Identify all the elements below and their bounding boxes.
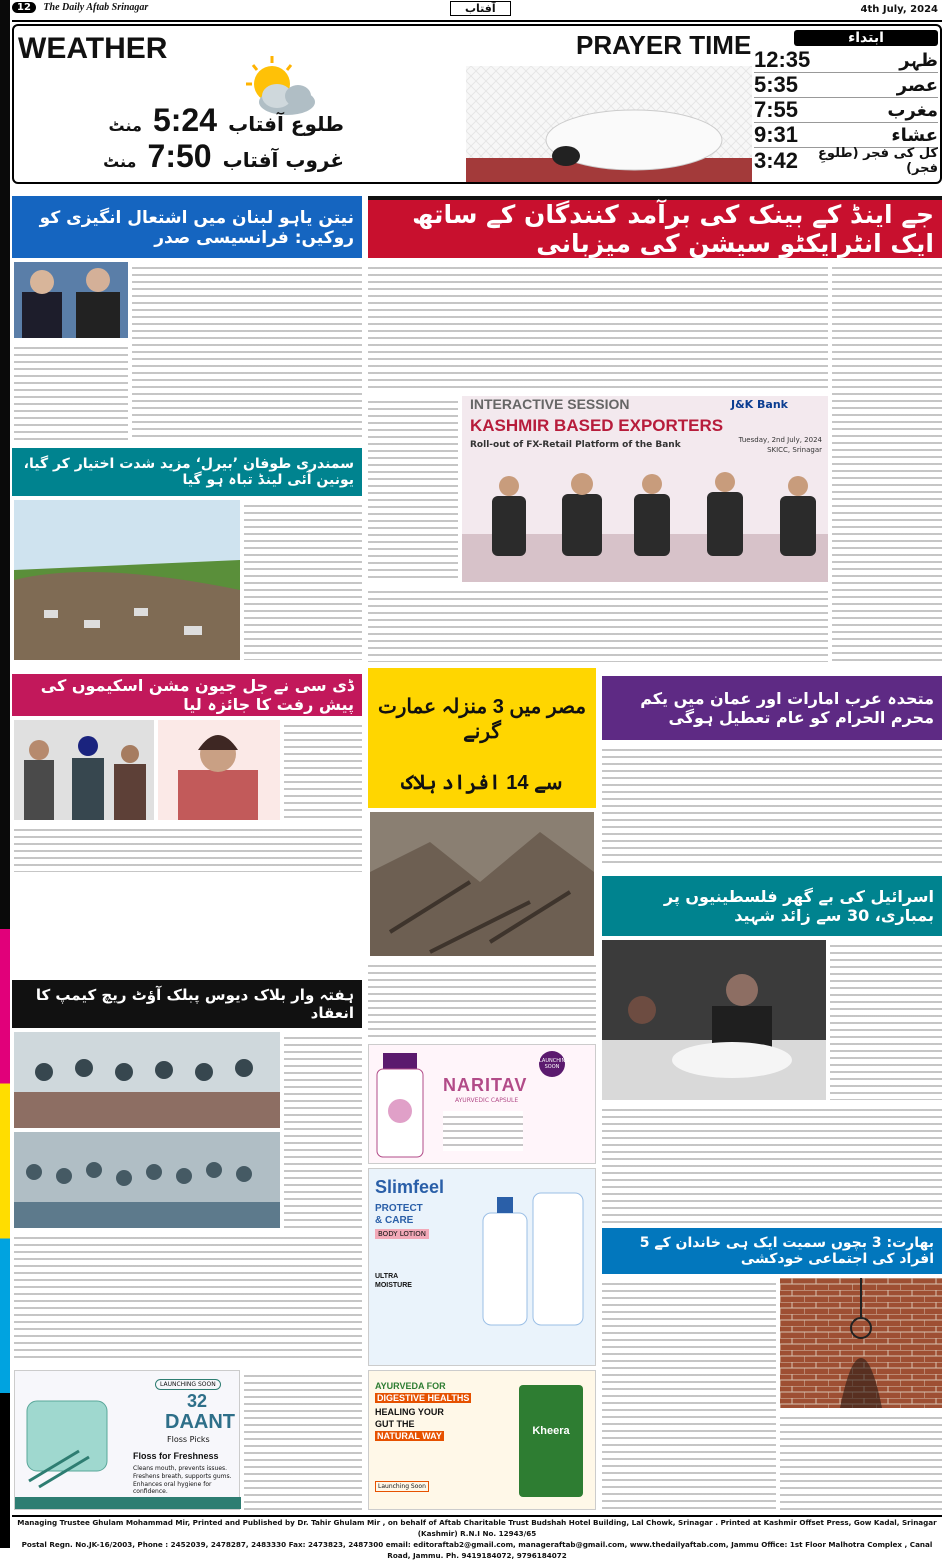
headline-israel — [602, 876, 942, 936]
headline-india-suicide — [602, 1228, 942, 1274]
prayer-name: عشاء — [891, 124, 938, 146]
slimfeel-line3: BODY LOTION — [375, 1229, 429, 1239]
prayer-row — [754, 145, 938, 176]
dc-jjm-photo-2 — [158, 720, 280, 820]
daant-count: 32 — [187, 1391, 208, 1411]
jk-bank-body-bottom — [368, 586, 828, 662]
masthead — [12, 2, 942, 22]
headline-dc-jjm — [12, 674, 362, 716]
photo-banner-venue: SKICC, Srinagar — [767, 446, 822, 454]
jk-bank-headline: جے اینڈ کے بینک کی برآمد کنندگان کے ساتھ ایک انٹرایکٹو سیشن کی میزبانی — [412, 200, 934, 258]
india-suicide-photo — [780, 1278, 942, 1408]
weekly-camp-body — [284, 1032, 362, 1228]
daant-point-1: Cleans mouth, prevents issues. — [133, 1465, 228, 1472]
weekly-camp-headline: ہفتہ وار بلاک دیوس پبلک آؤٹ ریچ کیمپ کا انعقاد — [35, 986, 354, 1022]
jk-bank-logo: J&K Bank — [731, 398, 788, 411]
daant-tagline: Floss for Freshness — [133, 1451, 219, 1461]
india-suicide-body-2 — [780, 1412, 942, 1510]
egypt-headline-1: مصر میں 3 منزلہ عمارت گرنے — [377, 696, 587, 743]
headline-uae — [602, 676, 942, 740]
israel-body — [830, 940, 942, 1100]
imprint-line-1: Managing Trustee Ghulam Mohammad Mir, Printed and Published by Dr. Tahir Ghulam Mir , on behalf of Aftab Charitable Trust Budshah Hotel Building, Lal Chowk, Srinagar . Printed at Kashmir Offset Press, Gow Kadal, Srinagar (Kashmir) R.N.I No. 12943/65 — [17, 1518, 937, 1538]
prayer-row — [754, 48, 938, 73]
netanyahu-headline: نیتن یاہو لبنان میں اشتعال انگیزی کو روکیں: فرانسیسی صدر — [39, 207, 354, 248]
headline-jk-bank — [368, 196, 942, 258]
egypt-body — [368, 960, 596, 1038]
prayer-name: مغرب — [887, 99, 938, 121]
slimfeel-brand: Slimfeel — [375, 1177, 445, 1197]
camp-body-3 — [244, 1370, 362, 1510]
photo-banner-date: Tuesday, 2nd July, 2024 — [738, 436, 822, 444]
floss-picks-graphic — [19, 1391, 119, 1491]
kheera-badge: Launching Soon — [375, 1481, 429, 1492]
daant-strip — [15, 1497, 241, 1509]
india-suicide-headline: بھارت: 3 بچوں سمیت ایک ہی خاندان کے 5 افراد کی اجتماعی خودکشی — [639, 1235, 934, 1267]
weekly-camp-body-2 — [14, 1232, 362, 1362]
sunrise-row — [94, 102, 344, 139]
israel-body-2 — [602, 1104, 942, 1224]
israel-headline: اسرائیل کی بے گھر فلسطینیوں پر بمباری، 30 سے زائد شہید — [663, 887, 934, 925]
jk-bank-body-left — [368, 396, 458, 582]
uae-headline: متحدہ عرب امارات اور عمان میں یکم محرم الحرام کو عام تعطیل ہوگی — [640, 689, 934, 727]
sunset-unit: منٹ — [103, 152, 137, 171]
kheera-product — [519, 1385, 583, 1497]
storm-photo — [14, 500, 240, 660]
daant-point-3: Enhances oral hygiene for confidence. — [133, 1481, 212, 1495]
prayer-time-value: 3:42 — [754, 147, 799, 173]
imprint-footer — [12, 1515, 942, 1560]
netanyahu-body-2 — [14, 342, 128, 442]
slimfeel-bottles — [473, 1183, 593, 1333]
prayer-time-value: 7:55 — [754, 97, 799, 122]
jk-bank-body-top — [368, 262, 828, 392]
slimfeel-line5: MOISTURE — [375, 1282, 412, 1289]
netanyahu-photo — [14, 262, 128, 338]
prayer-photo — [466, 66, 752, 182]
netanyahu-body — [132, 262, 362, 442]
headline-weekly-camp — [12, 980, 362, 1028]
sunset-row — [94, 138, 344, 175]
israel-photo — [602, 940, 826, 1100]
dc-jjm-body — [284, 720, 362, 820]
headline-storm — [12, 448, 362, 496]
prayer-name: عصر — [896, 74, 938, 96]
uae-body — [602, 744, 942, 868]
imprint-line-2: Postal Regn. No.JK-16/2003, Phone : 2452039, 2478287, 2483330 Fax: 2473823, 2487300 email: editoraftab2@gmail.com, manageraftab@gmail.com, www.thedailyaftab.com, Jammu Office: 1st Floor Malhotra Complex , Canal Road, Jammu. Ph. 9419184072, 9796184072 — [21, 1540, 933, 1560]
naritav-brand: NARITAV — [443, 1075, 528, 1095]
prayer-title: PRAYER TIME — [576, 30, 752, 60]
prayer-time-value: 12:35 — [754, 47, 811, 72]
naritav-benefits — [443, 1111, 523, 1151]
daant-sub: Floss Picks — [167, 1435, 210, 1444]
prayer-time-value: 9:31 — [754, 122, 799, 147]
prayer-name: ظہر — [899, 49, 938, 71]
kheera-line2: DIGESTIVE HEALTHS — [377, 1393, 470, 1403]
prayer-header: ابتداء — [794, 30, 938, 46]
kheera-line3: HEALING YOUR — [375, 1407, 444, 1417]
weekly-camp-photo-1 — [14, 1032, 280, 1128]
photo-banner-line1: INTERACTIVE SESSION — [470, 396, 630, 412]
issue-date: 4th July, 2024 — [860, 4, 938, 15]
prayer-row — [754, 98, 938, 123]
prayer-row — [754, 123, 938, 148]
egypt-headline-box — [368, 668, 596, 808]
kheera-line1: AYURVEDA FOR — [375, 1381, 446, 1391]
color-registration-strip — [0, 0, 10, 1548]
dc-jjm-body-2 — [14, 824, 362, 872]
headline-netanyahu — [12, 196, 362, 258]
storm-body — [244, 500, 362, 660]
weather-prayer-panel — [12, 24, 942, 184]
kheera-line5: NATURAL WAY — [377, 1431, 442, 1441]
logo-wordmark: آفتاب — [450, 1, 511, 16]
panel-people-illustration — [462, 466, 828, 582]
slimfeel-line2: & CARE — [375, 1215, 414, 1226]
slimfeel-advert — [368, 1168, 596, 1366]
naritav-bottle — [373, 1051, 427, 1159]
sunrise-label: طلوع آفتاب — [228, 112, 344, 136]
slimfeel-line4: ULTRA — [375, 1273, 399, 1280]
naritav-badge: LAUNCHING SOON — [539, 1051, 565, 1077]
prayer-name: کل کی فجر (طلوعِ فجر) — [818, 145, 938, 176]
slimfeel-line1: PROTECT — [375, 1203, 423, 1214]
weather-title: WEATHER — [18, 32, 168, 65]
prayer-time-value: 5:35 — [754, 72, 799, 97]
paper-name: The Daily Aftab Srinagar — [43, 2, 149, 13]
prayer-times-table — [754, 28, 938, 180]
daant-advert — [14, 1370, 240, 1510]
kheera-advert — [368, 1370, 596, 1510]
photo-banner-line3: Roll-out of FX-Retail Platform of the Bank — [470, 440, 681, 450]
daant-brand: DAANT — [165, 1411, 235, 1433]
sunrise-unit: منٹ — [108, 116, 142, 135]
weekly-camp-photo-2 — [14, 1132, 280, 1228]
photo-banner-line2: KASHMIR BASED EXPORTERS — [470, 416, 724, 435]
jk-bank-photo — [462, 396, 828, 582]
sunset-time: 7:50 — [147, 138, 212, 174]
egypt-photo — [370, 812, 594, 956]
daant-badge: LAUNCHING SOON — [155, 1379, 221, 1390]
kheera-brand: Kheera — [532, 1425, 570, 1437]
kheera-line4: GUT THE — [375, 1419, 415, 1429]
dc-jjm-headline: ڈی سی نے جل جیون مشن اسکیموں کی پیش رفت کا جائزہ لیا — [40, 676, 354, 714]
india-suicide-body — [602, 1278, 776, 1510]
sunrise-time: 5:24 — [152, 102, 218, 138]
prayer-row — [754, 73, 938, 98]
naritav-sub: AYURVEDIC CAPSULE — [455, 1097, 519, 1104]
storm-headline: سمندری طوفان ’بیرل‘ مزید شدت اختیار کر گیا، یونین آئی لینڈ تباہ ہو گیا — [23, 456, 354, 488]
jk-bank-body-right — [832, 262, 942, 662]
page-number: 12 — [12, 2, 36, 13]
dc-jjm-photo-1 — [14, 720, 154, 820]
daant-point-2: Freshens breath, supports gums. — [133, 1473, 232, 1480]
sunset-label: غروب آفتاب — [222, 148, 344, 172]
egypt-headline-2: سے 14 افراد ہلاک — [401, 772, 563, 794]
naritav-advert — [368, 1044, 596, 1164]
